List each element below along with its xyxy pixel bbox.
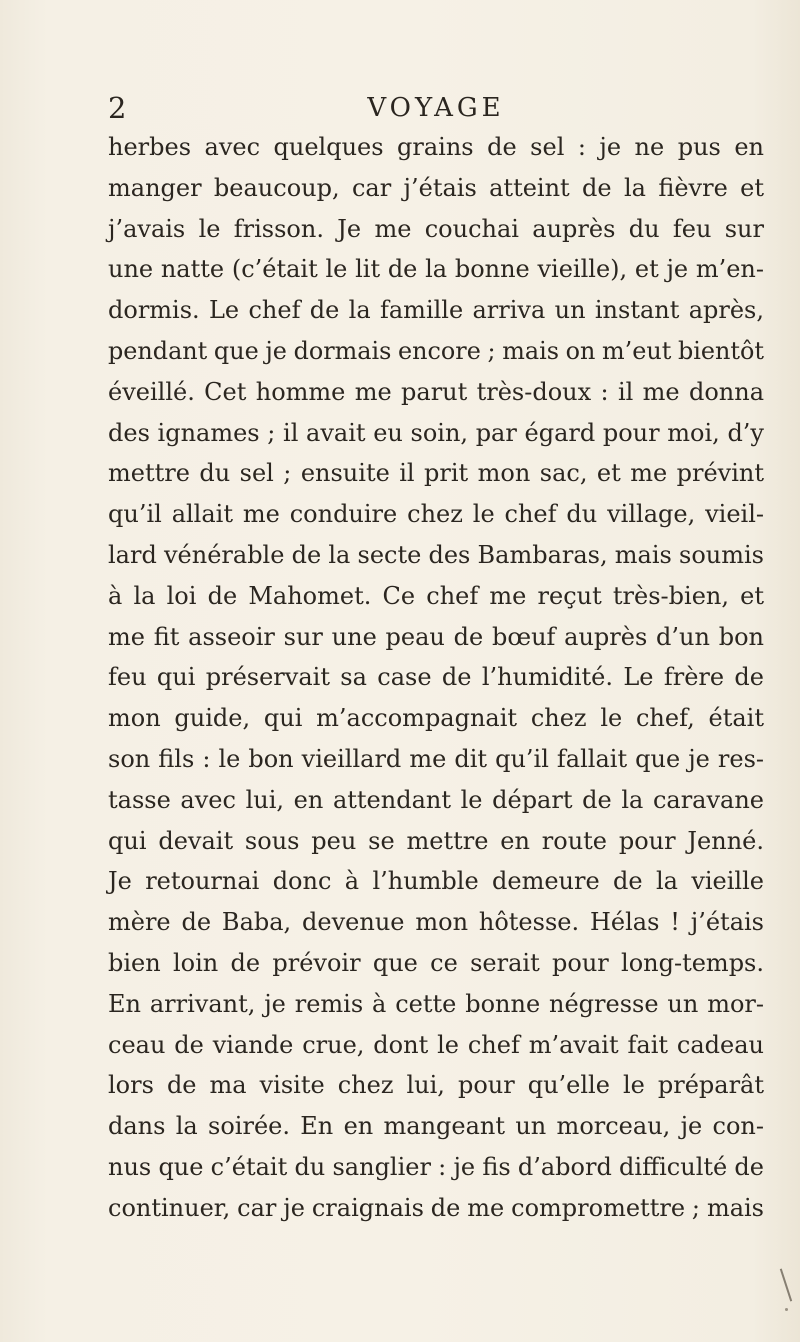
- text-line: éveillé. Cet homme me parut très-doux : il me donna: [108, 377, 764, 406]
- text-line: bien loin de prévoir que ce serait pour long-temps.: [108, 948, 764, 977]
- text-line: mettre du sel ; ensuite il prit mon sac, et me prévint: [108, 459, 764, 488]
- text-line: dormis. Le chef de la famille arriva un instant après,: [108, 296, 764, 325]
- page-header: [108, 88, 764, 128]
- text-line: me fit asseoir sur une peau de bœuf auprès d’un bon: [108, 622, 764, 651]
- paper-speck: [785, 1308, 788, 1311]
- text-line: une natte (c’était le lit de la bonne vieille), et je m’en-: [108, 255, 764, 284]
- text-line: mon guide, qui m’accompagnait chez le chef, était: [108, 704, 764, 733]
- text-line: qu’il allait me conduire chez le chef du village, vieil-: [108, 500, 764, 529]
- margin-pencil-mark: [780, 1269, 792, 1302]
- running-title: VOYAGE: [367, 93, 505, 123]
- text-line: j’avais le frisson. Je me couchai auprès du feu sur: [108, 214, 764, 243]
- text-line: à la loi de Mahomet. Ce chef me reçut très-bien, et: [108, 581, 764, 610]
- text-line: feu qui préservait sa case de l’humidité. Le frère de: [108, 663, 764, 692]
- text-line: tasse avec lui, en attendant le départ de la caravane: [108, 785, 764, 814]
- text-line: En arrivant, je remis à cette bonne négresse un mor-: [108, 989, 764, 1018]
- text-line: son fils : le bon vieillard me dit qu’il fallait que je res-: [108, 744, 764, 773]
- text-line: des ignames ; il avait eu soin, par égard pour moi, d’y: [108, 418, 764, 447]
- text-line: pendant que je dormais encore ; mais on m’eut bientôt: [108, 336, 764, 365]
- text-line: mère de Baba, devenue mon hôtesse. Hélas ! j’étais: [108, 908, 764, 937]
- text-line: herbes avec quelques grains de sel : je ne pus en: [108, 133, 764, 161]
- page-number: 2: [108, 91, 128, 125]
- text-line: continuer, car je craignais de me compromettre ; mais: [108, 1193, 764, 1222]
- text-line: manger beaucoup, car j’étais atteint de la fièvre et: [108, 173, 764, 202]
- text-line: lard vénérable de la secte des Bambaras, mais soumis: [108, 540, 764, 569]
- text-line: qui devait sous peu se mettre en route pour Jenné.: [108, 826, 764, 855]
- body-text: [108, 127, 764, 1229]
- text-line: Je retournai donc à l’humble demeure de la vieille: [108, 867, 764, 896]
- text-line: dans la soirée. En en mangeant un morceau, je con-: [108, 1112, 764, 1141]
- text-line: nus que c’était du sanglier : je fis d’abord difficulté de: [108, 1152, 764, 1181]
- text-line: lors de ma visite chez lui, pour qu’elle le préparât: [108, 1071, 764, 1100]
- text-line: ceau de viande crue, dont le chef m’avait fait cadeau: [108, 1030, 764, 1059]
